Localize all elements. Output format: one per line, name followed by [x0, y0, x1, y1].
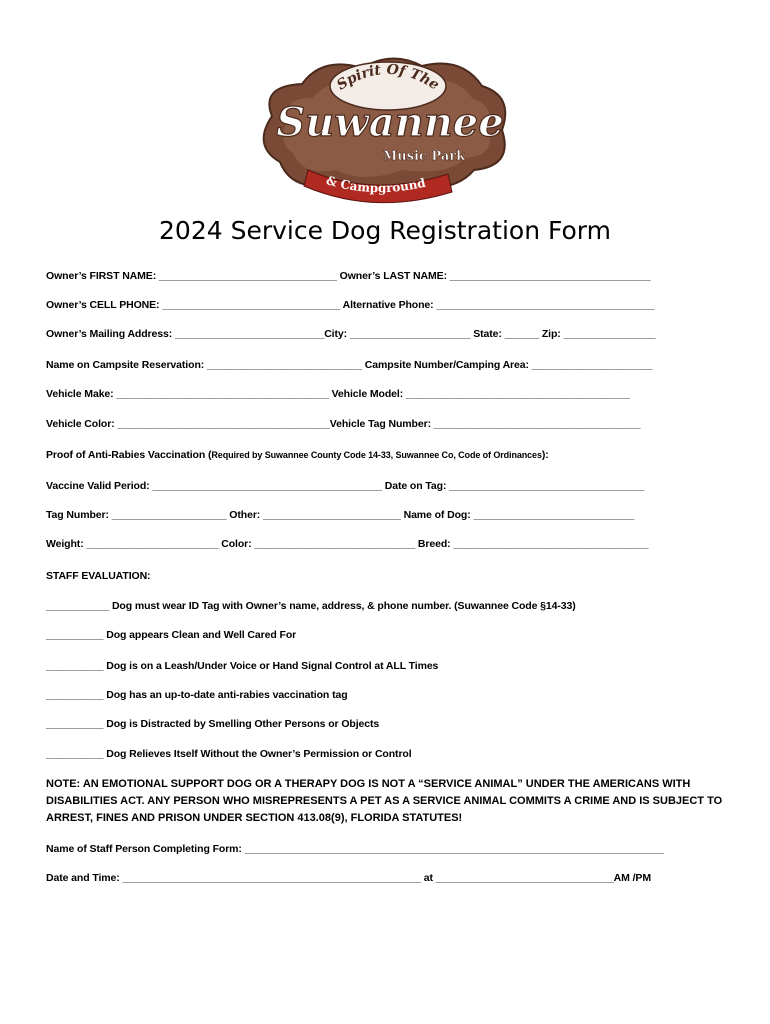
date-time-line[interactable]: Date and Time: ____________________________________________________ at _______________________________AM /PM — [46, 872, 651, 884]
staff-item[interactable]: __________ Dog appears Clean and Well Cared For — [46, 629, 297, 641]
suwannee-logo — [252, 46, 518, 208]
logo-suwannee-text: Suwannee — [276, 99, 504, 146]
weight-line[interactable]: Weight: _______________________ Color: ____________________________ Breed: __________________________________ — [46, 538, 649, 550]
campsite-line[interactable]: Name on Campsite Reservation: ___________________________ Campsite Number/Camping Area: _____________________ — [46, 359, 653, 371]
staff-item[interactable]: ___________ Dog must wear ID Tag with Owner’s name, address, & phone number. (Suwannee Code §14-33) — [46, 600, 576, 612]
staff-person-line[interactable]: Name of Staff Person Completing Form: _________________________________________________________________________ — [46, 843, 664, 855]
rabies-close: ): — [541, 449, 549, 461]
logo-campground-text: & Campground — [324, 173, 427, 196]
vaccine-period-line[interactable]: Vaccine Valid Period: ________________________________________ Date on Tag: __________________________________ — [46, 480, 645, 492]
staff-item[interactable]: __________ Dog is on a Leash/Under Voice or Hand Signal Control at ALL Times — [46, 660, 439, 672]
vehicle-color-line[interactable]: Vehicle Color: _____________________________________Vehicle Tag Number: ____________________________________ — [46, 418, 641, 430]
tag-number-line[interactable]: Tag Number: ____________________ Other: ________________________ Name of Dog: ____________________________ — [46, 509, 635, 521]
owner-phone-line[interactable]: Owner’s CELL PHONE: _______________________________ Alternative Phone: ______________________________________ — [46, 299, 655, 311]
rabies-proof-line — [46, 449, 549, 461]
vehicle-make-line[interactable]: Vehicle Make: _____________________________________ Vehicle Model: _______________________________________ — [46, 388, 630, 400]
rabies-proof-label: Proof of Anti-Rabies Vaccination ( — [46, 449, 212, 461]
staff-item[interactable]: __________ Dog has an up-to-date anti-rabies vaccination tag — [46, 689, 348, 701]
owner-name-line[interactable]: Owner’s FIRST NAME: _______________________________ Owner’s LAST NAME: ___________________________________ — [46, 270, 651, 282]
staff-item[interactable]: __________ Dog Relieves Itself Without the Owner’s Permission or Control — [46, 748, 412, 760]
logo-music-park-text: Music Park — [382, 149, 466, 164]
logo-spirit-text: Spirit Of The — [334, 61, 442, 94]
staff-evaluation-heading: STAFF EVALUATION: — [46, 570, 151, 582]
page-title: 2024 Service Dog Registration Form — [159, 216, 611, 245]
rabies-code-note: Required by Suwannee County Code 14-33, Suwannee Co, Code of Ordinances — [211, 450, 542, 460]
mailing-address-line[interactable]: Owner’s Mailing Address: __________________________City: _____________________ State: ______ Zip: ________________ — [46, 328, 656, 340]
staff-item[interactable]: __________ Dog is Distracted by Smelling Other Persons or Objects — [46, 718, 380, 730]
legal-note: NOTE: AN EMOTIONAL SUPPORT DOG OR A THERAPY DOG IS NOT A “SERVICE ANIMAL” UNDER THE AMERICANS WITH DISABILITIES ACT. ANY PERSON WHO MISREPRESENTS A PET AS A SERVICE ANIMAL COMMITS A CRIME AND IS SUBJECT TO ARREST, FINES AND PRISON UNDER SECTION 413.08(9), FLORIDA STATUTES! — [46, 778, 723, 824]
